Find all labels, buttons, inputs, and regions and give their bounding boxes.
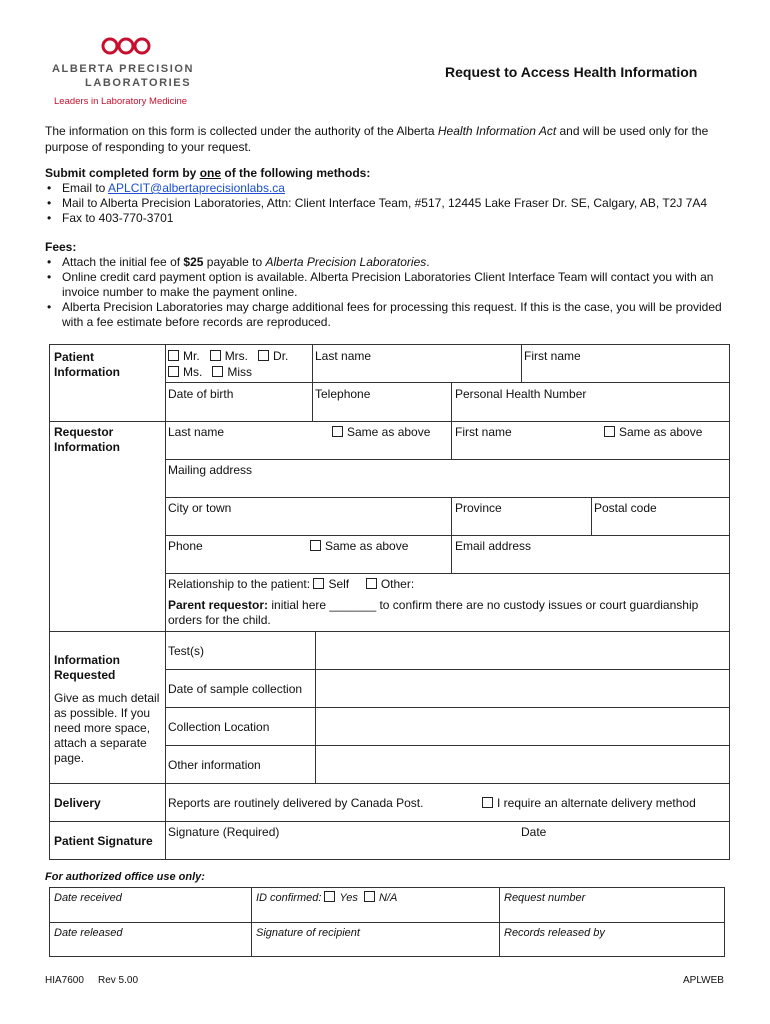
postal-code-field[interactable]: Postal code (594, 501, 657, 515)
checkbox-ms[interactable] (168, 366, 179, 377)
checkbox-miss[interactable] (212, 366, 223, 377)
delivery-text: Reports are routinely delivered by Canada Post. (168, 796, 424, 810)
submit-methods-list (45, 181, 735, 226)
recipient-signature-field[interactable]: Signature of recipient (256, 927, 360, 939)
form-id: HIA7600 (45, 975, 84, 986)
patient-dob-field[interactable]: Date of birth (168, 387, 234, 401)
requestor-section-label: Requestor Information (54, 425, 120, 454)
patient-last-name-field[interactable]: Last name (315, 349, 372, 363)
checkbox-last-name-same[interactable] (332, 426, 343, 437)
requestor-phone-field[interactable]: Phone (168, 539, 203, 553)
id-confirmed-row: ID confirmed: Yes N/A (256, 892, 398, 904)
title-checkboxes-row2: Ms. Miss (168, 365, 252, 380)
relationship-row: Relationship to the patient: Self Other: (168, 577, 415, 591)
submit-heading: Submit completed form by one of the following methods: (45, 166, 371, 180)
other-information-field[interactable]: Other information (168, 758, 261, 772)
checkbox-self[interactable] (313, 578, 324, 589)
requestor-email-field[interactable]: Email address (455, 539, 532, 553)
form-code: APLWEB (683, 975, 724, 986)
intro-paragraph: The information on this form is collected under the authority of the Alberta Health Information Act and will be used only for the purpose of responding to your request. (45, 124, 709, 154)
mailing-address-field[interactable]: Mailing address (168, 463, 253, 477)
list-item: • Mail to Alberta Precision Laboratories, Attn: Client Interface Team, #517, 12445 Lake Fraser Dr. SE, Calgary, AB, T2J 7A4 (45, 196, 735, 211)
request-number-field[interactable]: Request number (504, 892, 586, 904)
list-item: • Attach the initial fee of $25 payable to Alberta Precision Laboratories. (45, 255, 735, 270)
patient-telephone-field[interactable]: Telephone (315, 387, 371, 401)
date-released-field[interactable]: Date released (54, 927, 123, 939)
records-released-by-field[interactable]: Records released by (504, 927, 605, 939)
info-hint: Give as much detail as possible. If you need more space, attach a separate page. (54, 691, 160, 765)
logo-tagline: Leaders in Laboratory Medicine (54, 96, 188, 107)
phone-same-as-above: Same as above (310, 539, 408, 554)
page-title: Request to Access Health Information (445, 64, 698, 80)
form-revision: Rev 5.00 (98, 975, 139, 986)
title-checkboxes-row1: Mr. Mrs. Dr. (168, 349, 288, 364)
requestor-last-name-field[interactable]: Last name (168, 425, 225, 439)
requestor-first-name-field[interactable]: First name (455, 425, 512, 439)
request-form-table (49, 344, 730, 860)
list-item: • Alberta Precision Laboratories may charge additional fees for processing this request. If this is the case, you will be provided with a fee estimate before records are reproduced. (45, 300, 735, 330)
office-use-table (49, 887, 725, 957)
list-item: • Email to APLCIT@albertaprecisionlabs.ca (45, 181, 735, 196)
email-link[interactable]: APLCIT@albertaprecisionlabs.ca (108, 181, 285, 195)
signature-section-label: Patient Signature (54, 834, 153, 848)
checkbox-alternate-delivery[interactable] (482, 797, 493, 808)
logo-text-line2: LABORATORIES (85, 77, 192, 89)
first-name-same-as-above: Same as above (604, 425, 702, 440)
patient-section-label: Patient Information (54, 350, 120, 379)
signature-field[interactable]: Signature (Required) (168, 825, 280, 839)
fees-list (45, 255, 735, 330)
checkbox-mrs[interactable] (210, 350, 221, 361)
patient-first-name-field[interactable]: First name (524, 349, 581, 363)
info-section-label: Information Requested (54, 653, 120, 682)
checkbox-mr[interactable] (168, 350, 179, 361)
office-use-heading: For authorized office use only: (45, 871, 205, 883)
checkbox-id-na[interactable] (364, 891, 375, 902)
logo-text-line1: ALBERTA PRECISION (52, 63, 195, 75)
parent-requestor-text: Parent requestor: initial here _______ to confirm there are no custody issues or court guardianship orders for the child. (168, 598, 699, 627)
delivery-section-label: Delivery (54, 796, 101, 810)
alternate-delivery-option: I require an alternate delivery method (482, 796, 696, 811)
checkbox-phone-same[interactable] (310, 540, 321, 551)
list-item: • Fax to 403-770-3701 (45, 211, 735, 226)
checkbox-dr[interactable] (258, 350, 269, 361)
date-of-collection-field[interactable]: Date of sample collection (168, 682, 303, 696)
checkbox-first-name-same[interactable] (604, 426, 615, 437)
three-circles-logo-icon (101, 36, 151, 56)
date-received-field[interactable]: Date received (54, 892, 122, 904)
checkbox-other[interactable] (366, 578, 377, 589)
collection-location-field[interactable]: Collection Location (168, 720, 270, 734)
list-item: • Online credit card payment option is available. Alberta Precision Laboratories Client Interface Team will contact you with an invoice number to make the payment online. (45, 270, 735, 300)
fees-heading: Fees: (45, 240, 77, 254)
patient-phn-field[interactable]: Personal Health Number (455, 387, 587, 401)
tests-field[interactable]: Test(s) (168, 644, 204, 658)
city-field[interactable]: City or town (168, 501, 232, 515)
last-name-same-as-above: Same as above (332, 425, 430, 440)
province-field[interactable]: Province (455, 501, 502, 515)
checkbox-id-yes[interactable] (324, 891, 335, 902)
signature-date-field[interactable]: Date (521, 825, 547, 839)
